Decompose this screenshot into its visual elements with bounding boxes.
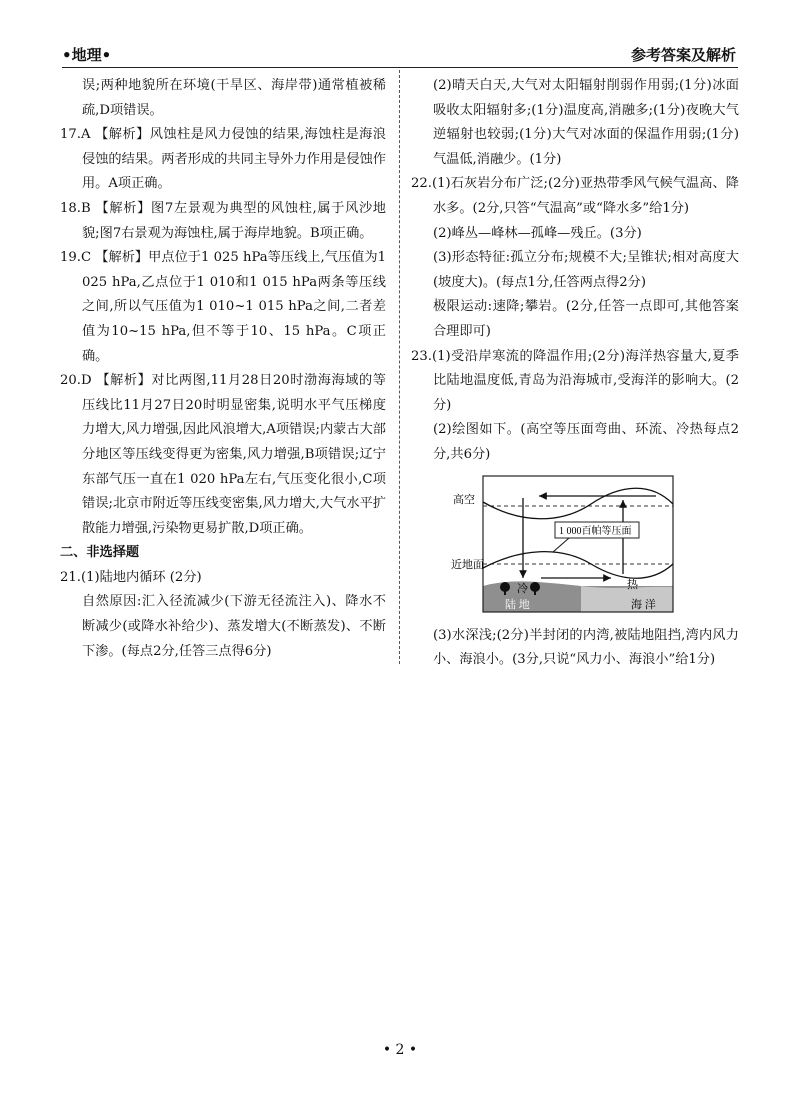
column-divider [399,70,400,664]
paragraph: 误;两种地貌所在环境(干旱区、海岸带)通常植被稀疏,D项错误。 [82,78,386,118]
answer-23-2: (2)绘图如下。(高空等压面弯曲、环流、冷热每点2分,共6分) [433,422,739,462]
cold-label: 冷 [517,582,528,595]
answer-22-1: 22.(1)石灰岩分布广泛;(2分)亚热带季风气候气温高、降水多。(2分,只答“气温高”或“降水多”给1分) [411,176,739,216]
answer-21-natural: 自然原因:汇入径流减少(下游无径流注入)、降水不断减少(或降水补给少)、蒸发增大(不断蒸发)、不断下渗。(每点2分,任答三点得6分) [82,594,386,659]
left-paragraphs [60,74,386,664]
sea-label: 海 洋 [631,598,656,611]
isobar-label: 1 000百帕等压面 [559,525,632,537]
high-label: 高空 [453,493,475,506]
answer-21-1: 21.(1)陆地内循环 (2分) [60,569,202,585]
answer-23-3: (3)水深浅;(2分)半封闭的内湾,被陆地阻挡,湾内风力小、海浪小。(3分,只说“风力小、海浪小”给1分) [433,627,739,668]
answer-22-sport: 极限运动:速降;攀岩。(2分,任答一点即可,其他答案合理即可) [433,299,739,339]
answer-17: 17.A 【解析】风蚀柱是风力侵蚀的结果,海蚀柱是海浪侵蚀的结果。两者形成的共同主导外力作用是侵蚀作用。A项正确。 [60,127,386,192]
answer-22-3: (3)形态特征:孤立分布;规模不大;呈锥状;相对高度大(坡度大)。(每点1分,任答两点得2分) [433,250,739,290]
answer-19: 19.C 【解析】甲点位于1 025 hPa等压线上,气压值为1 025 hPa,乙点位于1 010和1 015 hPa两条等压线之间,所以气压值为1 010~1 015 hPa之间,二者差值为10~15 hPa,但不等于10、15 hPa。C项正确。 [60,250,386,364]
answer-22-2: (2)峰丛—峰林—孤峰—残丘。(3分) [433,225,642,241]
answer-20: 20.D 【解析】对比两图,11月28日20时渤海海域的等压线比11月27日20时明显密集,说明水平气压梯度力增大,风力增强,因此风浪增大,A项错误;内蒙古大部分地区等压线变得更为密集,风力增强,B项错误;辽宁东部气压一直在1 020 hPa左右,气压变化很小,C项错误;北京市附近等压线变密集,风力增大,大气水平扩散能力增强,污染物更易扩散,D项正确。 [60,373,386,536]
header-title: 参考答案及解析 [630,46,736,64]
page-number: • 2 • [382,1042,418,1058]
left-column [60,74,386,664]
high-isobar [483,488,673,519]
answer-18: 18.B 【解析】图7左景观为典型的风蚀柱,属于风沙地貌;图7右景观为海蚀柱,属于海岸地貌。B项正确。 [60,200,386,241]
header-subject: •地理• [62,46,112,64]
isobar-label-pointer [553,538,569,552]
header-rule [62,67,738,68]
answer-23-1: 23.(1)受沿岸寒流的降温作用;(2分)海洋热容量大,夏季比陆地温度低,青岛为沿海城市,受海洋的影响大。(2分) [411,348,739,413]
land-label: 陆 地 [505,598,530,611]
circulation-diagram [451,474,713,620]
section-heading: 二、非选择题 [60,545,140,561]
hot-label: 热 [627,578,638,591]
ground-label: 近地面 [451,558,484,571]
right-column [411,74,739,673]
low-isobar [483,551,673,578]
answer-21-2: (2)晴天白天,大气对太阳辐射削弱作用弱;(1分)冰面吸收太阳辐射多;(1分)温度高,消融多;(1分)夜晚大气逆辐射也较弱;(1分)大气对冰面的保温作用弱;(1分)气温低,消融少。(1分) [433,78,739,167]
